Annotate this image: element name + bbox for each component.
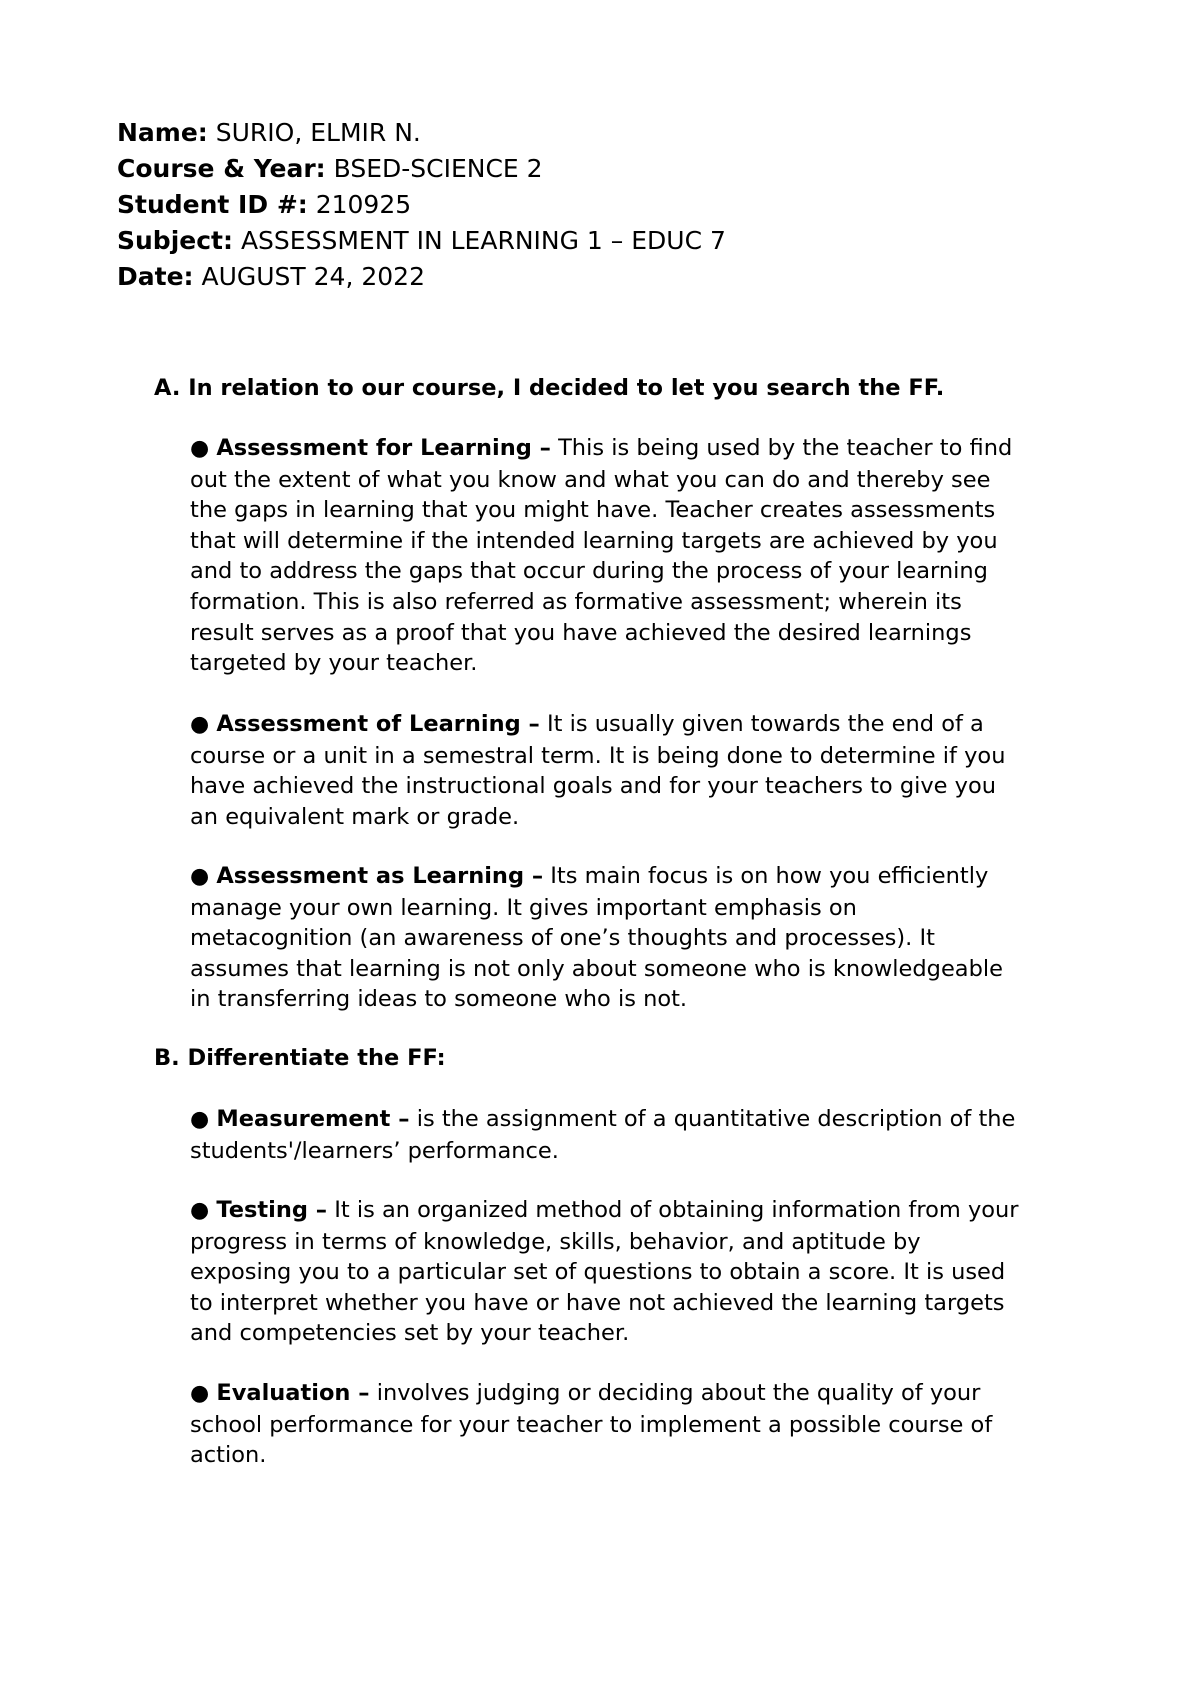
subject-value: ASSESSMENT IN LEARNING 1 – EDUC 7 — [240, 226, 726, 255]
item-testing — [190, 1195, 1110, 1349]
section-b-heading: B. Differentiate the FF: — [154, 1045, 446, 1071]
bullet-icon: ● — [190, 436, 210, 461]
course-label: Course & Year: — [117, 154, 326, 183]
item-text-line: an equivalent mark or grade. — [190, 803, 520, 830]
item-text-line: exposing you to a particular set of questions to obtain a score. It is used — [190, 1259, 1006, 1286]
bullet-icon: ● — [190, 1381, 210, 1406]
item-text-line: and to address the gaps that occur during the process of your learning — [190, 558, 988, 585]
item-text-line: formation. This is also referred as formative assessment; wherein its — [190, 588, 962, 615]
item-term: Testing – — [216, 1197, 328, 1223]
item-first-line — [190, 1104, 1110, 1136]
course-value: BSED-SCIENCE 2 — [333, 154, 543, 183]
item-text-line: It is an organized method of obtaining information from your — [334, 1197, 1019, 1223]
item-text-line: metacognition (an awareness of one’s thoughts and processes). It — [190, 925, 935, 952]
item-text-line: Its main focus is on how you efficiently — [550, 863, 989, 889]
bullet-icon: ● — [190, 864, 210, 889]
name-row — [117, 115, 726, 151]
student-id-row — [117, 187, 726, 223]
item-assessment-as-learning — [190, 861, 1110, 1015]
item-text-line: course or a unit in a semestral term. It is being done to determine if you — [190, 742, 1006, 769]
item-text-line: This is being used by the teacher to find — [558, 435, 1013, 461]
item-first-line — [190, 1195, 1110, 1227]
item-text-line: and competencies set by your teacher. — [190, 1320, 630, 1347]
item-term: Evaluation – — [216, 1380, 370, 1406]
item-text-line: in transferring ideas to someone who is not. — [190, 986, 688, 1013]
item-text-line: targeted by your teacher. — [190, 650, 478, 677]
item-term: Assessment for Learning – — [216, 435, 551, 461]
item-text-line: out the extent of what you know and what you can do and thereby see — [190, 466, 991, 493]
name-value: SURIO, ELMIR N. — [215, 118, 421, 147]
item-assessment-of-learning — [190, 709, 1110, 832]
date-row — [117, 259, 726, 295]
item-text-line: to interpret whether you have or have not achieved the learning targets — [190, 1289, 1005, 1316]
bullet-icon: ● — [190, 712, 210, 737]
item-text-line: involves judging or deciding about the quality of your — [376, 1380, 981, 1406]
subject-row — [117, 223, 726, 259]
item-term: Measurement – — [216, 1106, 410, 1132]
section-a-heading: A. In relation to our course, I decided to let you search the FF. — [154, 375, 945, 401]
item-first-line — [190, 861, 1110, 893]
student-id-value: 210925 — [315, 190, 412, 219]
item-text-line: progress in terms of knowledge, skills, behavior, and aptitude by — [190, 1228, 921, 1255]
item-evaluation — [190, 1378, 1110, 1471]
subject-label: Subject: — [117, 226, 233, 255]
item-assessment-for-learning — [190, 433, 1110, 679]
item-text-line: assumes that learning is not only about someone who is knowledgeable — [190, 955, 1003, 982]
item-text-line: that will determine if the intended learning targets are achieved by you — [190, 527, 998, 554]
item-text-line: have achieved the instructional goals and for your teachers to give you — [190, 773, 997, 800]
bullet-icon: ● — [190, 1198, 210, 1223]
item-measurement — [190, 1104, 1110, 1166]
item-text-line: the gaps in learning that you might have. Teacher creates assessments — [190, 497, 996, 524]
date-label: Date: — [117, 262, 194, 291]
course-row — [117, 151, 726, 187]
item-term: Assessment of Learning – — [216, 711, 540, 737]
item-text-line: students'/learners’ performance. — [190, 1137, 559, 1164]
item-text-line: manage your own learning. It gives important emphasis on — [190, 894, 857, 921]
item-first-line — [190, 709, 1110, 741]
item-term: Assessment as Learning – — [216, 863, 544, 889]
student-info-header — [117, 115, 726, 295]
bullet-icon: ● — [190, 1107, 210, 1132]
item-first-line — [190, 1378, 1110, 1410]
item-text-line: It is usually given towards the end of a — [546, 711, 984, 737]
item-text-line: is the assignment of a quantitative description of the — [416, 1106, 1016, 1132]
item-text-line: school performance for your teacher to implement a possible course of — [190, 1411, 993, 1438]
item-text-line: result serves as a proof that you have achieved the desired learnings — [190, 619, 972, 646]
name-label: Name: — [117, 118, 208, 147]
student-id-label: Student ID #: — [117, 190, 308, 219]
date-value: AUGUST 24, 2022 — [201, 262, 425, 291]
item-first-line — [190, 433, 1110, 465]
item-text-line: action. — [190, 1442, 267, 1469]
